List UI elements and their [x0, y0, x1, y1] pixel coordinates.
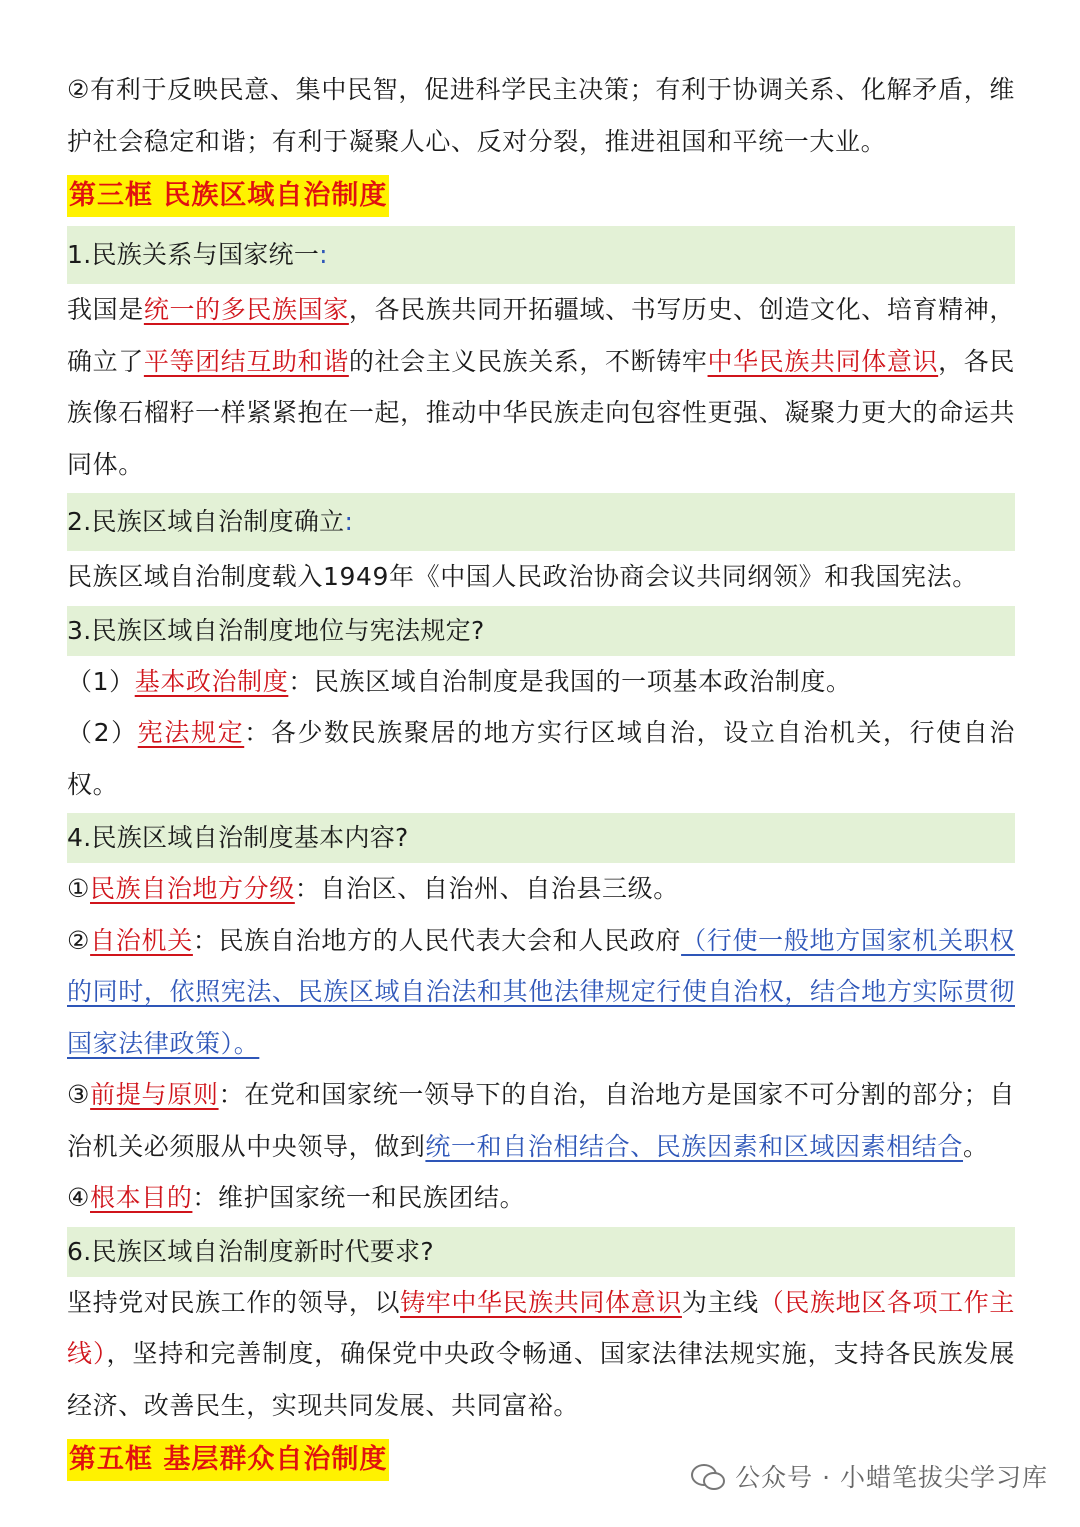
key-term: 民族自治地方分级 — [90, 874, 295, 903]
key-term: 平等团结互助和谐 — [143, 346, 349, 376]
answer-item-4-3: ③前提与原则：在党和国家统一领导下的自治，自治地方是国家不可分割的部分；自治机关必须服从中央领导，做到统一和自治相结合、民族因素和区域因素相结合。 — [67, 1080, 1015, 1161]
key-term: 基本政治制度 — [134, 666, 289, 696]
wechat-icon — [691, 1462, 725, 1490]
section-heading-frame5: 第五框 基层群众自治制度 — [67, 1439, 389, 1481]
answer-item-4-2: ②自治机关：民族自治地方的人民代表大会和人民政府（行使一般地方国家机关职权的同时，依照宪法、民族区域自治法和其他法律规定行使自治权，结合地方实际贯彻国家法律政策）。 — [67, 925, 1015, 1058]
key-term: 自治机关 — [90, 925, 193, 955]
question-heading-4: 4.民族区域自治制度基本内容? — [67, 813, 1015, 863]
intro-paragraph: ②有利于反映民意、集中民智，促进科学民主决策；有利于协调关系、化解矛盾，维护社会稳定和谐；有利于凝聚人心、反对分裂，推进祖国和平统一大业。 — [67, 75, 1015, 156]
question-heading-6: 6.民族区域自治制度新时代要求? — [67, 1227, 1015, 1277]
answer-paragraph-6: 坚持党对民族工作的领导，以铸牢中华民族共同体意识为主线（民族地区各项工作主线），坚持和完善制度，确保党中央政令畅通、国家法律法规实施，支持各民族发展经济、改善民生，实现共同发展、共同富裕。 — [67, 1287, 1015, 1420]
key-term: 铸牢中华民族共同体意识 — [400, 1287, 682, 1317]
note-text: 统一和自治相结合、民族因素和区域因素相结合 — [425, 1131, 964, 1161]
key-term: 宪法规定 — [137, 718, 245, 747]
key-term: 根本目的 — [90, 1183, 193, 1212]
note-text: （行使一般地方国家机关职权的同时，依照宪法、民族区域自治法和其他法律规定行使自治权，结合地方实际贯彻国家法律政策）。 — [67, 925, 1015, 1058]
answer-item-3-1: （1）基本政治制度：民族区域自治制度是我国的一项基本政治制度。 — [67, 666, 852, 696]
footer-text: 公众号 · 小蜡笔拔尖学习库 — [735, 1463, 1048, 1492]
answer-paragraph-2: 民族区域自治制度载入1949年《中国人民政治协商会议共同纲领》和我国宪法。 — [67, 562, 978, 591]
question-heading-1: 1.民族关系与国家统一: — [67, 226, 1015, 284]
key-term: 统一的多民族国家 — [143, 295, 349, 324]
answer-item-3-2: （2）宪法规定：各少数民族聚居的地方实行区域自治，设立自治机关，行使自治权。 — [67, 718, 1015, 799]
section-heading-frame3: 第三框 民族区域自治制度 — [67, 175, 389, 217]
answer-item-4-4: ④根本目的：维护国家统一和民族团结。 — [67, 1183, 526, 1212]
key-term: 前提与原则 — [90, 1080, 219, 1109]
answer-paragraph-1: 我国是统一的多民族国家，各民族共同开拓疆域、书写历史、创造文化、培育精神，确立了平等团结互助和谐的社会主义民族关系，不断铸牢中华民族共同体意识，各民族像石榴籽一样紧紧抱在一起，推动中华民族走向包容性更强、凝聚力更大的命运共同体。 — [67, 295, 1015, 479]
note-text: （民族地区各项工作主线） — [67, 1287, 1015, 1368]
answer-item-4-1: ①民族自治地方分级：自治区、自治州、自治县三级。 — [67, 874, 679, 903]
question-heading-3: 3.民族区域自治制度地位与宪法规定? — [67, 606, 1015, 656]
footer-watermark — [691, 1458, 1048, 1494]
question-heading-2: 2.民族区域自治制度确立: — [67, 493, 1015, 551]
key-term: 中华民族共同体意识 — [707, 346, 939, 376]
document-page — [67, 64, 1015, 1487]
